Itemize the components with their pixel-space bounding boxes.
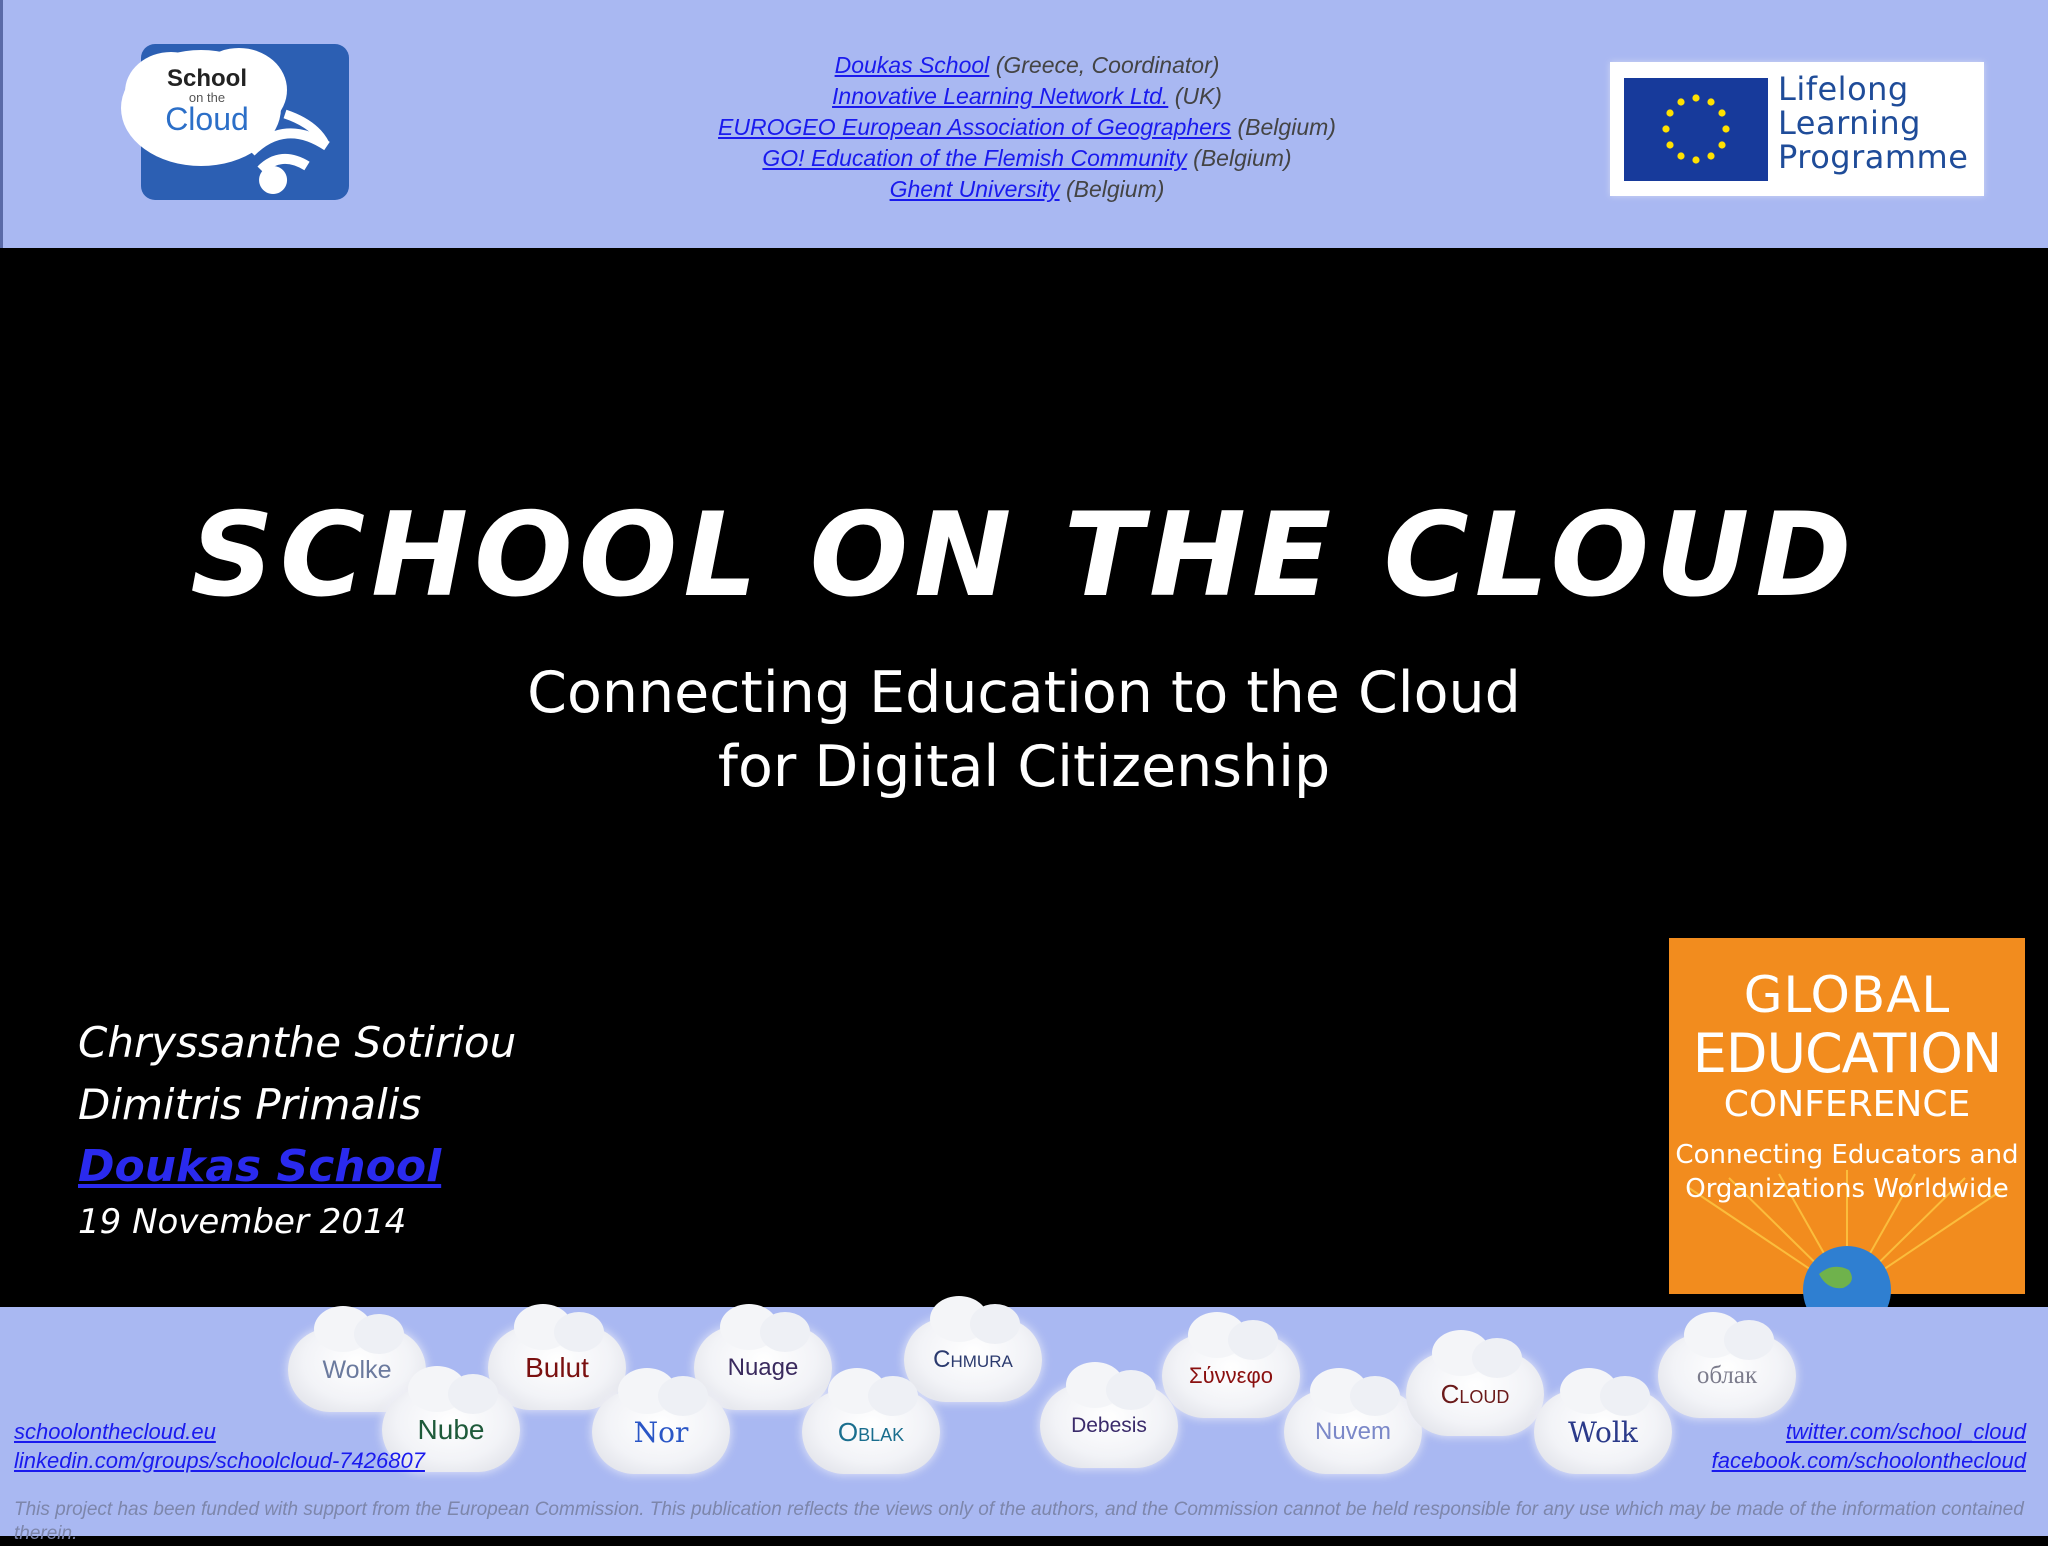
slide-subtitle [0,656,2048,804]
cloud-word [802,1390,940,1474]
cloud-word [904,1318,1042,1402]
badge-line1: GLOBAL [1743,966,1951,1024]
facebook-link[interactable]: facebook.com/schoolonthecloud [1711,1448,2026,1473]
cloud-label: Σύννεφο [1189,1363,1273,1388]
cloud-label: Nube [417,1414,485,1445]
school-link[interactable]: Doukas School [78,1141,442,1192]
eu-flag-icon [1624,78,1768,181]
partner-row [563,50,1491,81]
cloud-word [1162,1334,1300,1418]
footer-links-left [14,1417,425,1475]
lifelong-learning-programme-logo [1610,62,1984,196]
cloud-label: Chmura [933,1346,1013,1373]
partner-row [563,174,1491,205]
subtitle-line2: for Digital Citizenship [717,734,1331,800]
partner-note: (Belgium) [1237,114,1336,140]
footer-links-right [1712,1417,2026,1475]
twitter-link[interactable]: twitter.com/school_cloud [1785,1419,2026,1444]
logo-line2: on the [188,90,226,105]
global-education-conference-badge [1669,938,2025,1294]
cloud-label: Oblak [837,1416,905,1447]
cloud-word [1658,1334,1796,1418]
programme-line2: Learning [1778,104,1921,142]
partner-note: (Greece, Coordinator) [995,52,1220,78]
cloud-label: Wolk [1568,1415,1638,1449]
slide-title: SCHOOL ON THE CLOUD [190,488,1858,623]
partner-note: (Belgium) [1193,145,1292,171]
cloud-label: Nuage [727,1354,799,1381]
author-block [78,1012,516,1246]
cloud-label: Nuvem [1314,1418,1392,1445]
author-name: Chryssanthe Sotiriou [78,1018,517,1067]
cloud-word [1284,1390,1422,1474]
cloud-word [1406,1352,1544,1436]
badge-line5: Organizations Worldwide [1685,1174,2009,1204]
badge-line2: EDUCATION [1692,1022,2002,1085]
cloud-label: Wolke [322,1355,392,1384]
partner-list [563,50,1491,205]
badge-line4: Connecting Educators and [1675,1140,2019,1170]
website-link[interactable]: schoolonthecloud.eu [14,1419,216,1444]
partner-link[interactable]: EUROGEO European Association of Geographers [718,114,1232,140]
cloud-label: Bulut [525,1352,589,1383]
badge-line3: CONFERENCE [1723,1084,1971,1125]
cloud-word [1040,1384,1178,1468]
cloud-word [592,1390,730,1474]
programme-line3: Programme [1778,138,1969,176]
partner-note: (Belgium) [1065,176,1165,202]
cloud-label: Debesis [1071,1414,1147,1437]
logo-line1: School [166,65,248,92]
partner-row [563,81,1491,112]
programme-line1: Lifelong [1778,70,1909,108]
cloud-label: облак [1696,1362,1758,1389]
partner-link[interactable]: Innovative Learning Network Ltd. [832,83,1169,109]
cloud-label: Cloud [1440,1378,1510,1409]
programme-name [1778,72,1968,174]
cloud-label: Nor [633,1415,689,1449]
subtitle-line1: Connecting Education to the Cloud [527,660,1521,726]
cloud-word [694,1326,832,1410]
partner-row [563,143,1491,174]
presentation-date: 19 November 2014 [78,1202,407,1242]
partner-note: (UK) [1174,83,1222,109]
partner-link[interactable]: Ghent University [889,176,1060,202]
author-name: Dimitris Primalis [78,1080,422,1129]
partner-link[interactable]: GO! Education of the Flemish Community [762,145,1187,171]
funding-disclaimer: This project has been funded with support from the European Commission. This publication reflects the views only of the authors, and the Commission cannot be held responsible for any use which may be made of the information contained therein. [14,1499,2024,1544]
badge-tagline [1669,1138,2025,1206]
school-on-the-cloud-logo [111,34,359,208]
header-banner [0,0,2048,248]
cloud-word [1534,1390,1672,1474]
partner-row [563,112,1491,143]
logo-line3: Cloud [165,101,249,137]
linkedin-link[interactable]: linkedin.com/groups/schoolcloud-7426807 [14,1448,425,1473]
partner-link[interactable]: Doukas School [834,52,990,78]
cloud-word [488,1326,626,1410]
